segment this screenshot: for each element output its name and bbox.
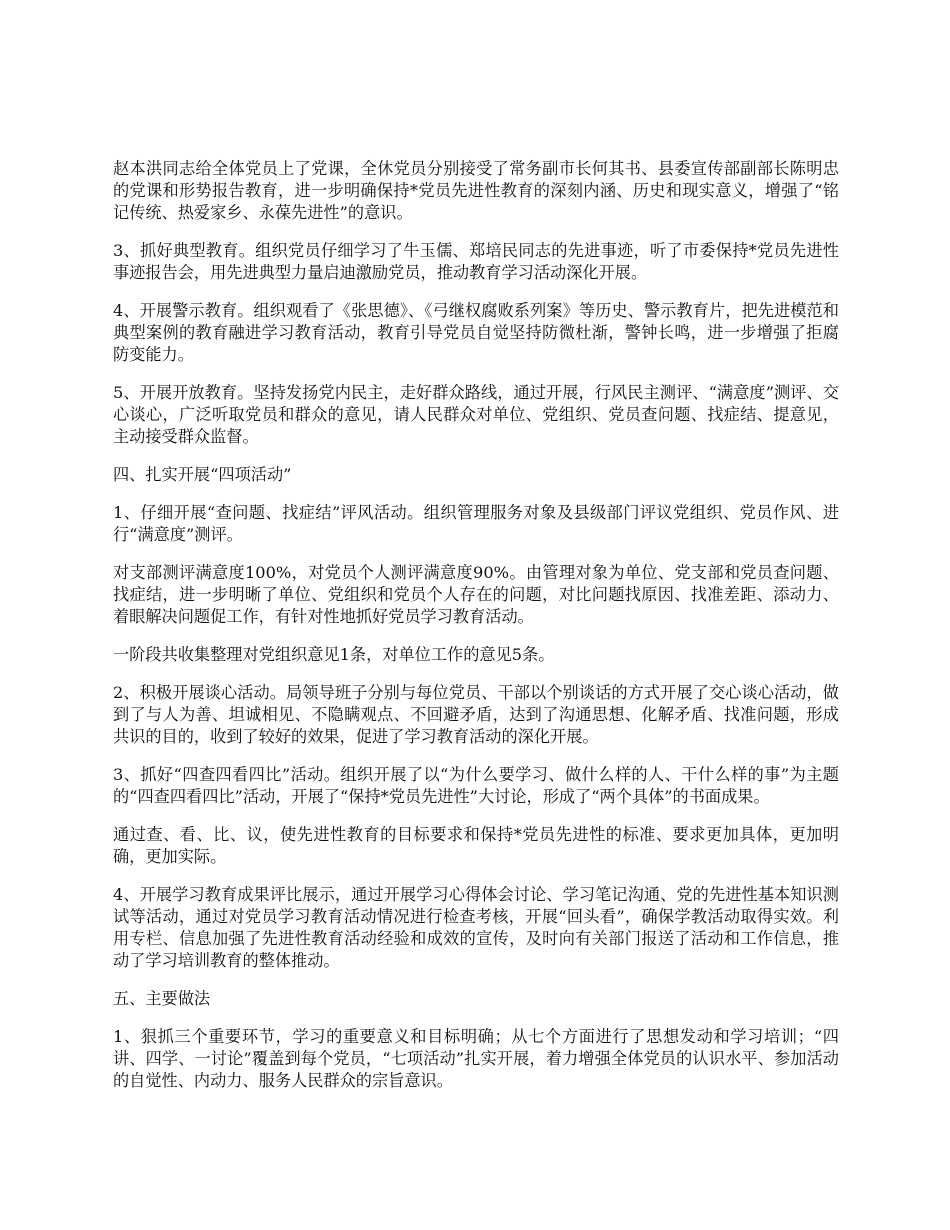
paragraph-three-key-links: 1、狠抓三个重要环节，学习的重要意义和目标明确；从七个方面进行了思想发动和学习培训；“四讲、四学、一讨论”覆盖到每个党员，“七项活动”扎实开展，着力增强全体党员的认识水平、参加活动的自觉性、内动力、服务人民群众的宗旨意识。 bbox=[113, 1027, 839, 1090]
paragraph-check-compare-discuss: 通过查、看、比、议，使先进性教育的目标要求和保持*党员先进性的标准、要求更加具体，更加明确，更加实际。 bbox=[113, 825, 839, 866]
section-heading-four-activities: 四、扎实开展“四项活动” bbox=[113, 465, 292, 484]
paragraph-open-education: 5、开展开放教育。坚持发扬党内民主，走好群众路线，通过开展，行风民主测评、“满意度”测评、交心谈心，广泛听取党员和群众的意见，请人民群众对单位、党组织、党员查问题、找症结、提意见，主动接受群众监督。 bbox=[113, 383, 839, 446]
paragraph-evaluation-activity: 1、仔细开展“查问题、找症结”评风活动。组织管理服务对象及县级部门评议党组织、党员作风、进行“满意度”测评。 bbox=[113, 503, 839, 544]
paragraph-opinions-collected: 一阶段共收集整理对党组织意见1条，对单位工作的意见5条。 bbox=[113, 645, 555, 664]
section-heading-main-practices: 五、主要做法 bbox=[113, 989, 211, 1008]
paragraph-four-checks-activity: 3、抓好“四查四看四比”活动。组织开展了以“为什么要学习、做什么样的人、干什么样的事”为主题的“四查四看四比”活动，开展了“保持*党员先进性”大讨论，形成了“两个具体”的书面成果。 bbox=[113, 765, 839, 806]
paragraph-typical-education: 3、抓好典型教育。组织党员仔细学习了牛玉儒、郑培民同志的先进事迹，听了市委保持*党员先进性事迹报告会，用先进典型力量启迪激励党员，推动教育学习活动深化开展。 bbox=[113, 241, 839, 282]
paragraph-warning-education: 4、开展警示教育。组织观看了《张思德》、《弓继权腐败系列案》等历史、警示教育片，把先进模范和典型案例的教育融进学习教育活动，教育引导党员自觉坚持防微杜渐，警钟长鸣，进一步增强了拒腐防变能力。 bbox=[113, 301, 839, 364]
paragraph-results-showcase: 4、开展学习教育成果评比展示，通过开展学习心得体会讨论、学习笔记沟通、党的先进性基本知识测试等活动，通过对党员学习教育活动情况进行检查考核，开展“回头看”，确保学教活动取得实效。利用专栏、信息加强了先进性教育活动经验和成效的宣传，及时向有关部门报送了活动和工作信息，推动了学习培训教育的整体推动。 bbox=[113, 885, 839, 970]
paragraph-party-lecture: 赵本洪同志给全体党员上了党课，全休党员分别接受了常务副市长何其书、县委宣传部副部长陈明忠的党课和形势报告教育，进一步明确保持*党员先进性教育的深刻内涵、历史和现实意义，增强了“铭记传统、热爱家乡、永葆先进性”的意识。 bbox=[113, 159, 839, 222]
paragraph-heart-talk-activity: 2、积极开展谈心活动。局领导班子分别与每位党员、干部以个别谈话的方式开展了交心谈心活动，做到了与人为善、坦诚相见、不隐瞒观点、不回避矛盾，达到了沟通思想、化解矛盾、找准问题，形成共识的目的，收到了较好的效果，促进了学习教育活动的深化开展。 bbox=[113, 683, 839, 746]
document-body bbox=[113, 158, 839, 1108]
paragraph-satisfaction-results: 对支部测评满意度100%，对党员个人测评满意度90%。由管理对象为单位、党支部和党员查问题、找症结，进一步明晰了单位、党组织和党员个人存在的问题，对比问题找原因、找准差距、添动力、着眼解决问题促工作，有针对性地抓好党员学习教育活动。 bbox=[113, 563, 839, 626]
